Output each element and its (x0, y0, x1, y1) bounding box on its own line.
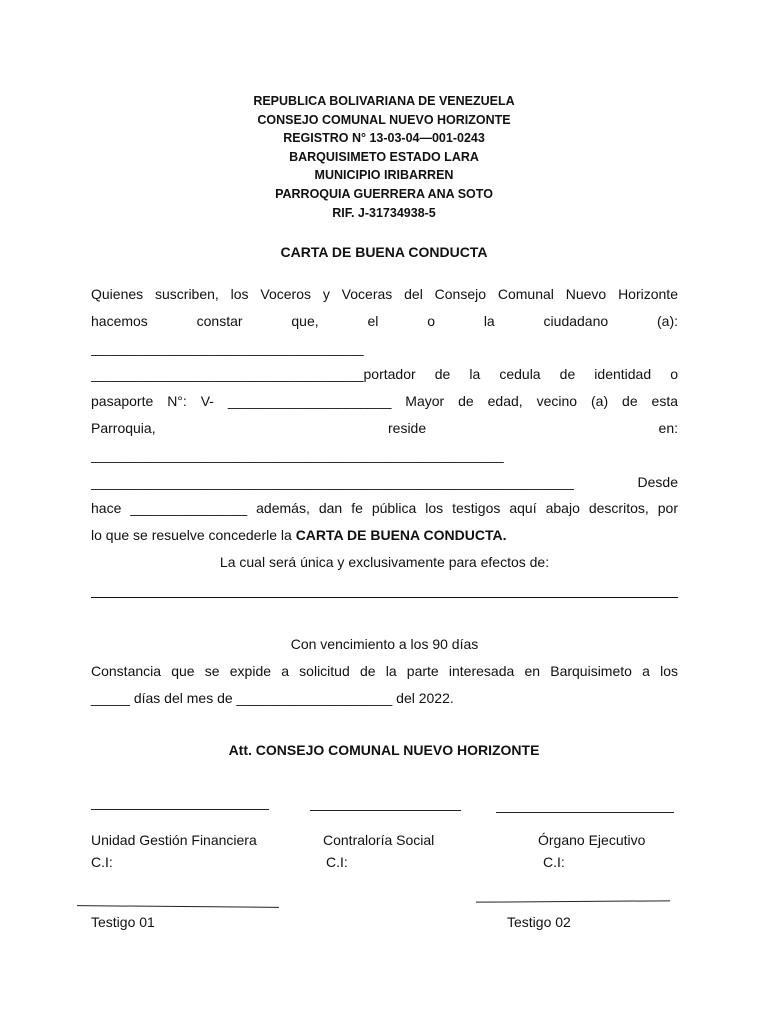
paragraph-line-2: hacemos constar que, el o la ciudadano (a): (91, 312, 678, 329)
witness-1-label: Testigo 01 (91, 914, 155, 930)
purpose-line (91, 597, 678, 598)
header-line-parish: PARROQUIA GUERRERA ANA SOTO (275, 186, 493, 201)
paragraph-line-9: hace _______________ además, dan fe pública los testigos aquí abajo descritos, por (91, 500, 678, 517)
signer-comptroller-ci: C.I: (326, 854, 348, 870)
citizen-name-blank: ___________________________________ (91, 339, 364, 356)
signature-line-witness-1 (77, 905, 279, 908)
paragraph-line-6: Parroquia, reside en: (91, 419, 678, 436)
signer-comptroller (323, 829, 434, 873)
header-line-municipality: MUNICIPIO IRIBARREN (314, 168, 454, 183)
witness-2-label: Testigo 02 (507, 914, 571, 930)
concession-text: lo que se resuelve concederle la (91, 527, 292, 544)
issuance-line-2: _____ días del mes de ____________________ del 2022. (91, 689, 454, 706)
signer-executive-title: Órgano Ejecutivo (538, 832, 646, 848)
id-card-text: portador de la cedula de identidad o (363, 366, 678, 383)
header-line-council: CONSEJO COMUNAL NUEVO HORIZONTE (257, 112, 511, 127)
signature-line-witness-2 (476, 900, 670, 902)
document-title: CARTA DE BUENA CONDUCTA (280, 244, 488, 260)
since-text: Desde (637, 473, 678, 490)
issuance-paragraph (91, 658, 678, 712)
paragraph-line-1: Quienes suscriben, los Voceros y Voceras del Consejo Comunal Nuevo Horizonte (91, 286, 678, 302)
header-line-country: REPUBLICA BOLIVARIANA DE VENEZUELA (253, 94, 515, 108)
paragraph-line-5: pasaporte N°: V- _____________________ Mayor de edad, vecino (a) de esta (91, 393, 678, 410)
paragraph-line-4 (91, 361, 678, 388)
signer-executive (538, 829, 645, 873)
signature-line-finance (91, 809, 269, 810)
signature-line-comptroller (310, 810, 461, 811)
expiry-text: Con vencimiento a los 90 días (290, 636, 479, 652)
citizen-name-blank-2: ___________________________________ (91, 366, 364, 383)
header-line-city: BARQUISIMETO ESTADO LARA (289, 149, 479, 164)
letterhead (0, 92, 768, 222)
address-blank: _____________________________________________________ (91, 446, 504, 463)
signoff-heading: Att. CONSEJO COMUNAL NUEVO HORIZONTE (228, 742, 540, 758)
concession-title: CARTA DE BUENA CONDUCTA. (295, 527, 507, 544)
header-line-rif: RIF. J-31734938-5 (332, 205, 436, 220)
certificate-paragraph (91, 281, 678, 576)
purpose-text: La cual será única y exclusivamente para efectos de: (219, 553, 550, 570)
signer-finance-ci: C.I: (91, 854, 113, 870)
paragraph-line-10 (91, 522, 678, 549)
header-line-registry: REGISTRO N° 13-03-04—001-0243 (283, 131, 485, 146)
signer-executive-ci: C.I: (543, 854, 565, 870)
signer-comptroller-title: Contraloría Social (323, 832, 435, 848)
signer-finance-title: Unidad Gestión Financiera (91, 832, 257, 848)
address-blank-2: ______________________________________________________________ (91, 473, 574, 490)
paragraph-line-8 (91, 469, 678, 496)
signer-finance (91, 829, 257, 873)
signature-line-executive (496, 812, 674, 813)
issuance-line-1: Constancia que se expide a solicitud de la parte interesada en Barquisimeto a los (91, 663, 678, 679)
